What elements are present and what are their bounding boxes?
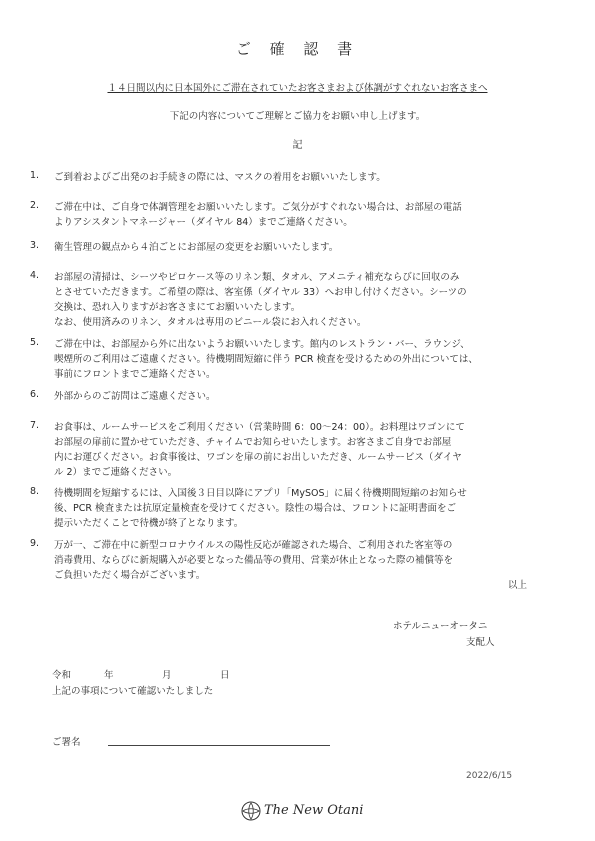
item-text	[54, 486, 560, 531]
intro-text: 下記の内容についてご理解とご協力をお願い申し上げます。	[169, 111, 426, 122]
item-line: ご到着およびご出発のお手続きの際には、マスクの着用をお願いいたします。	[54, 172, 386, 183]
item-line: ご滞在中は、お部屋から外に出ないようお願いいたします。館内のレストラン・バー、ラウンジ、	[54, 339, 470, 350]
item-line: とさせていただきます。ご希望の際は、客室係（ダイヤル 33）へお申し付けください。シーツの	[54, 287, 467, 298]
item-line: ご負担いただく場合がございます。	[54, 570, 206, 581]
date-month: 月	[162, 670, 172, 681]
item-number: 6.	[30, 389, 40, 400]
ki-heading: 記	[292, 140, 303, 151]
date-day: 日	[220, 670, 230, 681]
closing-text: 以上	[508, 580, 528, 591]
item-number: 3.	[30, 240, 40, 251]
item-text	[54, 337, 560, 382]
date-line	[52, 667, 252, 681]
stamp-date: 2022/6/15	[466, 771, 513, 781]
item-line: 衛生管理の観点から４泊ごとにお部屋の変更をお願いいたします。	[54, 242, 339, 253]
logo-emblem-icon	[240, 800, 262, 822]
item-line: 消毒費用、ならびに新規購入が必要となった備品等の費用、営業が休止となった際の補償等を	[54, 555, 454, 566]
item-line: 事前にフロントまでご連絡ください。	[54, 369, 216, 380]
hotel-logo	[240, 800, 364, 822]
item-number: 9.	[30, 538, 40, 549]
item-number: 4.	[30, 270, 40, 281]
logo-text: The New Otani	[264, 803, 364, 818]
item-line: 万が一、ご滞在中に新型コロナウイルスの陽性反応が確認された場合、ご利用された客室等の	[54, 540, 453, 551]
date-era: 令和	[52, 670, 72, 681]
item-text	[54, 538, 560, 583]
item-line: 内にお運びください。お食事後は、ワゴンを扉の前にお出しいただき、ルームサービス（ダイヤ	[54, 452, 462, 463]
item-text	[54, 200, 560, 230]
item-number: 2.	[30, 200, 40, 211]
signature-line[interactable]	[108, 745, 330, 746]
item-number: 5.	[30, 337, 40, 348]
item-line: 外部からのご訪問はご遠慮ください。	[54, 391, 216, 402]
signature-rep: 支配人	[466, 637, 495, 648]
signature-org: ホテルニューオータニ	[393, 621, 488, 632]
document-title: ご 確 認 書	[235, 40, 360, 58]
date-year: 年	[104, 670, 114, 681]
item-text	[54, 389, 560, 404]
item-number: 7.	[30, 420, 40, 431]
name-label: ご署名	[52, 737, 81, 748]
item-line: お食事は、ルームサービスをご利用ください（営業時間 6：00～24：00）。お料理はワゴンにて	[54, 422, 465, 433]
item-line: よりアシスタントマネージャー（ダイヤル 84）までご連絡ください。	[54, 217, 353, 228]
item-line: なお、使用済みのリネン、タオルは専用のビニール袋にお入れください。	[54, 317, 367, 328]
item-text	[54, 270, 560, 330]
item-line: お部屋の扉前に置かせていただき、チャイムでお知らせいたします。お客さまご自身でお部屋	[54, 437, 452, 448]
item-line: ル 2）までご連絡ください。	[54, 467, 178, 478]
item-line: 提示いただくことで待機が終了となります。	[54, 518, 244, 529]
item-number: 8.	[30, 486, 40, 497]
item-line: 後、PCR 検査または抗原定量検査を受けてください。陰性の場合は、フロントに証明書面をご	[54, 503, 456, 514]
item-line: 待機期間を短縮するには、入国後３日目以降にアプリ「MySOS」に届く待機期間短縮のお知らせ	[54, 488, 467, 499]
item-line: 交換は、恐れ入りますがお客さまにてお願いいたします。	[54, 302, 301, 313]
item-text	[54, 170, 560, 185]
item-text	[54, 420, 560, 480]
item-line: お部屋の清掃は、シーツやピロケース等のリネン類、タオル、アメニティ補充ならびに回収のみ	[54, 272, 460, 283]
document-subtitle: １４日間以内に日本国外にご滞在されていたお客さまおよび体調がすぐれないお客さまへ	[107, 83, 488, 94]
item-number: 1.	[30, 170, 40, 181]
item-line: 喫煙所のご利用はご遠慮ください。待機期間短縮に伴う PCR 検査を受けるための外出については、	[54, 354, 478, 365]
item-text	[54, 240, 560, 255]
item-line: ご滞在中は、ご自身で体調管理をお願いいたします。ご気分がすぐれない場合は、お部屋の電話	[54, 202, 462, 213]
confirmation-text: 上記の事項について確認いたしました	[52, 686, 214, 697]
